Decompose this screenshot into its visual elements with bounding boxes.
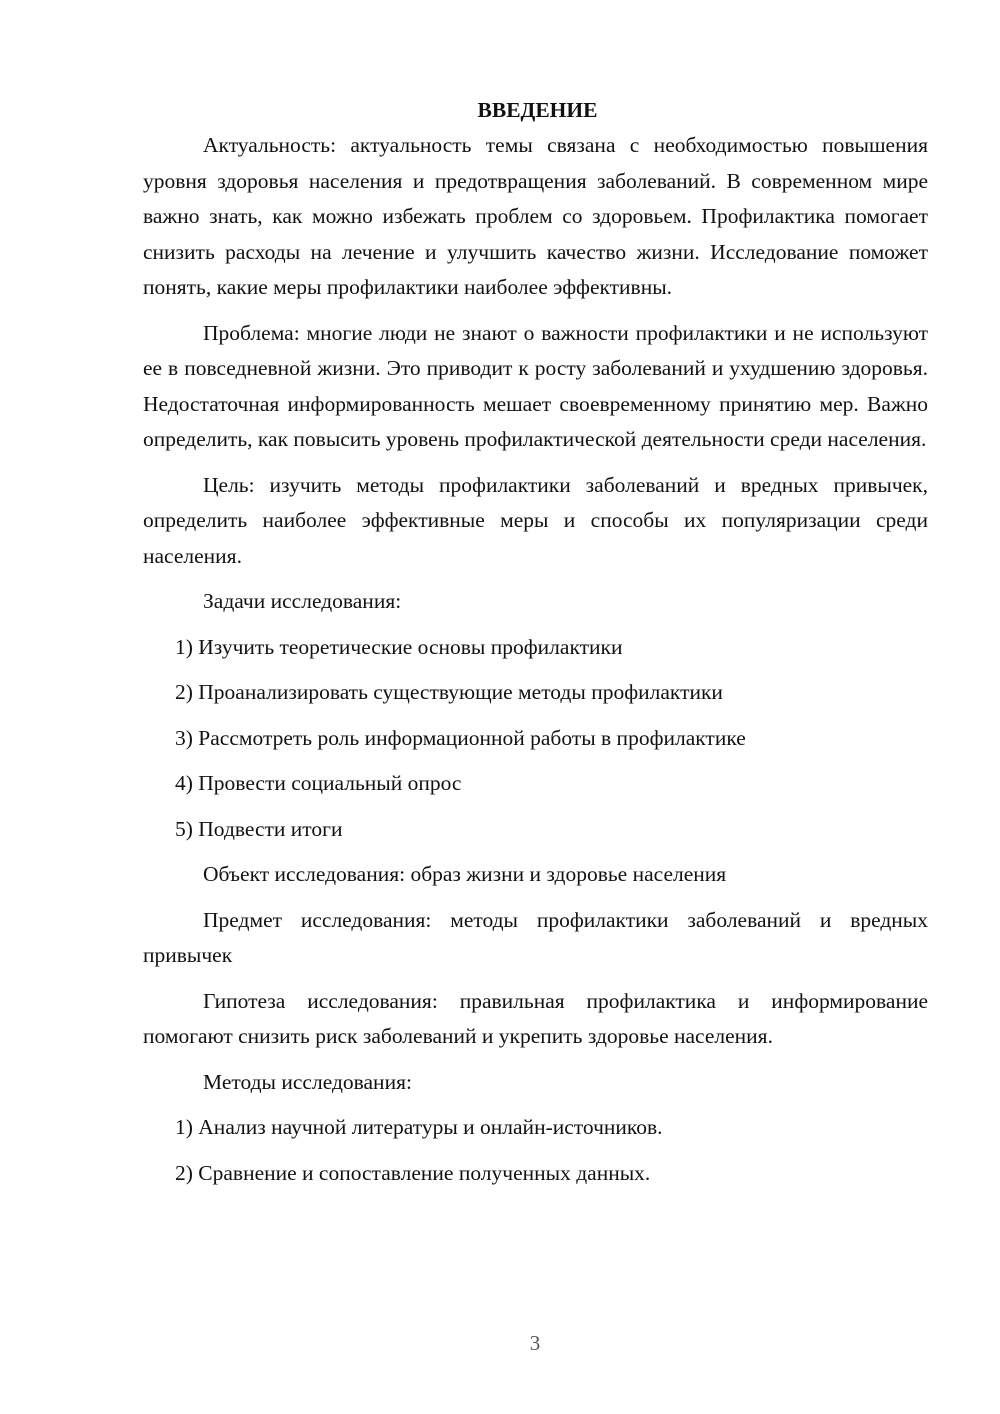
tasks-heading: Задачи исследования: bbox=[203, 589, 402, 613]
task-item-3: 3) Рассмотреть роль информационной работы в профилактике bbox=[175, 725, 746, 750]
paragraph-subject: Предмет исследования: методы профилактики заболеваний и вредных привычек bbox=[143, 907, 928, 967]
task-item-2: 2) Проанализировать существующие методы профилактики bbox=[175, 680, 723, 704]
paragraph-object: Объект исследования: образ жизни и здоровье населения bbox=[203, 862, 727, 886]
methods-list bbox=[143, 1110, 928, 1191]
paragraph-relevance: Актуальность: актуальность темы связана с необходимостью повышения уровня здоровья населения и предотвращения заболеваний. В современном мире важно знать, как можно избежать проблем со здоровьем. Профилактика помогает снизить расходы на лечение и улучшить качество жизни. Исследование поможет понять, какие меры профилактики наиболее эффективны. bbox=[143, 133, 928, 299]
tasks-list bbox=[143, 630, 928, 848]
method-item-2: 2) Сравнение и сопоставление полученных данных. bbox=[175, 1160, 651, 1185]
section-title: ВВЕДЕНИЕ bbox=[477, 98, 598, 122]
paragraph-hypothesis: Гипотеза исследования: правильная профилактика и информирование помогают снизить риск заболеваний и укрепить здоровье населения. bbox=[143, 988, 928, 1048]
document-page bbox=[143, 92, 928, 1201]
method-item-1: 1) Анализ научной литературы и онлайн-источников. bbox=[175, 1115, 663, 1139]
paragraph-problem: Проблема: многие люди не знают о важности профилактики и не используют ее в повседневной жизни. Это приводит к росту заболеваний и ухудшению здоровья. Недостаточная информированность мешает своевременному принятию мер. Важно определить, как повысить уровень профилактической деятельности среди населения. bbox=[143, 320, 928, 451]
methods-heading: Методы исследования: bbox=[203, 1069, 412, 1094]
page-number: 3 bbox=[529, 1331, 541, 1355]
task-item-5: 5) Подвести итоги bbox=[175, 816, 343, 841]
task-item-4: 4) Провести социальный опрос bbox=[175, 771, 462, 795]
task-item-1: 1) Изучить теоретические основы профилактики bbox=[175, 634, 623, 659]
paragraph-goal: Цель: изучить методы профилактики заболеваний и вредных привычек, определить наиболее эффективные меры и способы их популяризации среди населения. bbox=[143, 472, 928, 568]
